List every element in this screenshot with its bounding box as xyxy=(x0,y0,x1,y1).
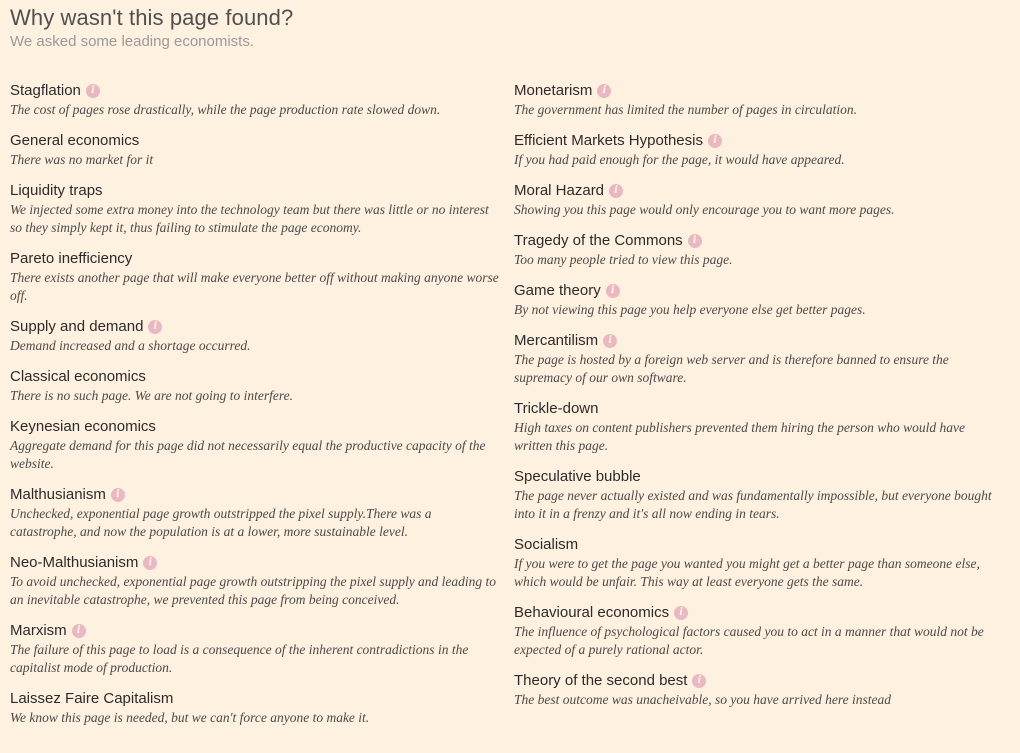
entry-term-row xyxy=(10,82,514,99)
page-subtitle: We asked some leading economists. xyxy=(10,33,255,50)
entry-term-row xyxy=(10,250,514,267)
entry-term-row xyxy=(10,622,514,639)
entry-description: Unchecked, exponential page growth outstripped the pixel supply.There was a catastrophe, and now the population is at a lower, more sustainable level. xyxy=(10,506,432,539)
entry-term: Socialism xyxy=(514,536,579,553)
entry-term: Trickle-down xyxy=(514,400,599,417)
left-column xyxy=(10,82,514,740)
entry-term-row xyxy=(10,554,514,571)
info-icon[interactable]: i xyxy=(606,284,620,298)
entry-description: The page is hosted by a foreign web server and is therefore banned to ensure the supremacy of our own software. xyxy=(514,352,949,385)
info-icon[interactable]: i xyxy=(603,334,617,348)
entry-term: Stagflation xyxy=(10,82,81,99)
entry-description: The government has limited the number of pages in circulation. xyxy=(514,102,857,117)
entry-term-row xyxy=(514,672,1010,689)
entry-term: Neo-Malthusianism xyxy=(10,554,139,571)
entry-term-row xyxy=(10,368,514,385)
entry-stagflation xyxy=(10,82,514,119)
entry-term-row xyxy=(514,232,1010,249)
entry-term: Pareto inefficiency xyxy=(10,250,133,267)
entry-term: General economics xyxy=(10,132,140,149)
entry-term: Supply and demand xyxy=(10,318,144,335)
entry-term-row xyxy=(10,690,514,707)
entry-term-row xyxy=(514,468,1010,485)
entry-neo-malthusianism xyxy=(10,554,514,609)
entry-description: By not viewing this page you help everyone else get better pages. xyxy=(514,302,866,317)
info-icon[interactable]: i xyxy=(674,606,688,620)
entry-term-row xyxy=(514,132,1010,149)
entry-description: Showing you this page would only encourage you to want more pages. xyxy=(514,202,895,217)
entry-term: Liquidity traps xyxy=(10,182,103,199)
entry-description: The best outcome was unacheivable, so you have arrived here instead xyxy=(514,692,892,707)
entry-description: Too many people tried to view this page. xyxy=(514,252,733,267)
entry-efficient-markets-hypothesis xyxy=(514,132,1010,169)
entry-term: Behavioural economics xyxy=(514,604,670,621)
entry-theory-of-the-second-best xyxy=(514,672,1010,709)
entry-classical-economics xyxy=(10,368,514,405)
entry-description: There exists another page that will make everyone better off without making anyone worse off. xyxy=(10,270,499,303)
page-title: Why wasn't this page found? xyxy=(10,5,294,30)
entry-term-row xyxy=(514,536,1010,553)
entry-description: The page never actually existed and was fundamentally impossible, but everyone bought into it in a frenzy and it's all now ending in tears. xyxy=(514,488,992,521)
entry-term-row xyxy=(514,282,1010,299)
entry-liquidity-traps xyxy=(10,182,514,237)
info-icon[interactable]: i xyxy=(148,320,162,334)
entry-socialism xyxy=(514,536,1010,591)
entry-term-row xyxy=(514,332,1010,349)
entry-description: There was no market for it xyxy=(10,152,154,167)
entry-game-theory xyxy=(514,282,1010,319)
entry-term-row xyxy=(514,82,1010,99)
entry-term: Mercantilism xyxy=(514,332,599,349)
info-icon[interactable]: i xyxy=(688,234,702,248)
entry-keynesian-economics xyxy=(10,418,514,473)
entry-term: Marxism xyxy=(10,622,67,639)
entry-description: If you were to get the page you wanted you might get a better page than someone else, which would be unfair. This way at least everyone gets the same. xyxy=(514,556,980,589)
entry-term: Speculative bubble xyxy=(514,468,641,485)
entry-speculative-bubble xyxy=(514,468,1010,523)
entry-tragedy-of-the-commons xyxy=(514,232,1010,269)
info-icon[interactable]: i xyxy=(86,84,100,98)
entry-moral-hazard xyxy=(514,182,1010,219)
info-icon[interactable]: i xyxy=(72,624,86,638)
entry-laissez-faire-capitalism xyxy=(10,690,514,727)
entry-monetarism xyxy=(514,82,1010,119)
entry-description: The cost of pages rose drastically, while the page production rate slowed down. xyxy=(10,102,441,117)
entry-term: Tragedy of the Commons xyxy=(514,232,683,249)
entry-pareto-inefficiency xyxy=(10,250,514,305)
info-icon[interactable]: i xyxy=(597,84,611,98)
entry-description: High taxes on content publishers prevented them hiring the person who would have written this page. xyxy=(514,420,965,453)
entry-term-row xyxy=(514,400,1010,417)
info-icon[interactable]: i xyxy=(609,184,623,198)
entry-term: Classical economics xyxy=(10,368,146,385)
explanations-grid xyxy=(10,82,1010,740)
entry-general-economics xyxy=(10,132,514,169)
entry-term-row xyxy=(10,318,514,335)
entry-supply-and-demand xyxy=(10,318,514,355)
entry-term: Moral Hazard xyxy=(514,182,605,199)
entry-behavioural-economics xyxy=(514,604,1010,659)
info-icon[interactable]: i xyxy=(692,674,706,688)
entry-term-row xyxy=(10,182,514,199)
entry-description: There is no such page. We are not going to interfere. xyxy=(10,388,293,403)
entry-description: The influence of psychological factors caused you to act in a manner that would not be expected of a purely rational actor. xyxy=(514,624,984,657)
entry-malthusianism xyxy=(10,486,514,541)
entry-description: To avoid unchecked, exponential page growth outstripping the pixel supply and leading to an inevitable catastrophe, we prevented this page from being conceived. xyxy=(10,574,497,607)
entry-description: Aggregate demand for this page did not necessarily equal the productive capacity of the website. xyxy=(10,438,486,471)
info-icon[interactable]: i xyxy=(708,134,722,148)
entry-description: We know this page is needed, but we can't force anyone to make it. xyxy=(10,710,370,725)
entry-term: Keynesian economics xyxy=(10,418,156,435)
entry-term-row xyxy=(10,132,514,149)
entry-description: The failure of this page to load is a consequence of the inherent contradictions in the capitalist mode of production. xyxy=(10,642,469,675)
entry-mercantilism xyxy=(514,332,1010,387)
entry-term-row xyxy=(514,182,1010,199)
entry-description: We injected some extra money into the technology team but there was little or no interest so they simply kept it, thus failing to stimulate the page economy. xyxy=(10,202,489,235)
entry-term: Monetarism xyxy=(514,82,593,99)
entry-description: Demand increased and a shortage occurred. xyxy=(10,338,251,353)
info-icon[interactable]: i xyxy=(143,556,157,570)
entry-trickle-down xyxy=(514,400,1010,455)
entry-term-row xyxy=(10,486,514,503)
entry-term: Malthusianism xyxy=(10,486,106,503)
info-icon[interactable]: i xyxy=(111,488,125,502)
entry-term: Game theory xyxy=(514,282,601,299)
entry-term: Laissez Faire Capitalism xyxy=(10,690,174,707)
entry-term-row xyxy=(10,418,514,435)
entry-term-row xyxy=(514,604,1010,621)
right-column xyxy=(514,82,1010,740)
entry-marxism xyxy=(10,622,514,677)
entry-term: Theory of the second best xyxy=(514,672,688,689)
entry-description: If you had paid enough for the page, it would have appeared. xyxy=(514,152,845,167)
entry-term: Efficient Markets Hypothesis xyxy=(514,132,703,149)
